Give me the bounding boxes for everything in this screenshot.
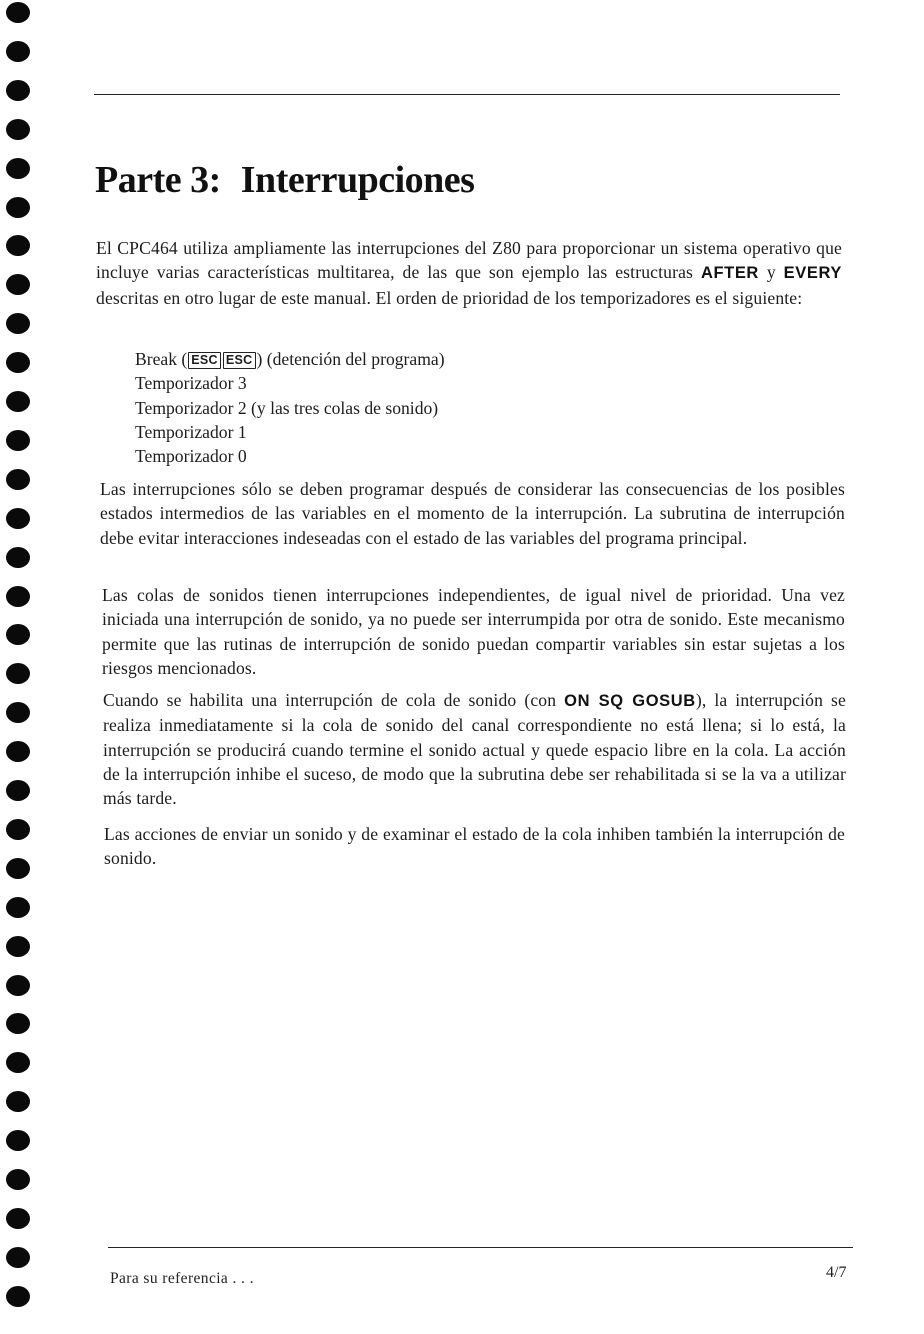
binder-hole (6, 274, 30, 295)
intro-text-1: El CPC464 utiliza ampliamente las interrupciones del Z80 para proporcionar un sistema operativo que incluye varias características multitarea, de las que son ejemplo las estructuras (96, 238, 842, 283)
intro-paragraph (96, 236, 842, 310)
binder-hole (6, 352, 30, 373)
binder-hole (6, 780, 30, 801)
paragraph-intermediate-states: Las interrupciones sólo se deben programar después de considerar las consecuencias de los posibles estados intermedios de las variables en el momento de la interrupción. La subrutina de interrupción debe evitar interacciones indeseadas con el estado de las variables del programa principal. (100, 479, 845, 548)
binder-hole (6, 469, 30, 490)
on-sq-text-2: ), la interrupción se realiza inmediatamente si la cola de sonido del canal correspondiente no está llena; si lo está, la interrupción se producirá cuando termine el sonido actual y quede espacio libre en la cola. La acción de la interrupción inhibe el suceso, de modo que la subrutina debe ser rehabilitada si se la va a utilizar más tarde. (103, 690, 846, 809)
footer-section-label: Para su referencia . . . (110, 1270, 254, 1287)
footer-rule (108, 1247, 853, 1248)
binder-holes (6, 0, 34, 1334)
paragraph-on-sq-gosub (103, 688, 846, 810)
binder-hole (6, 1208, 30, 1229)
binder-hole (6, 897, 30, 918)
binder-hole (6, 1013, 30, 1034)
binder-hole (6, 1130, 30, 1151)
list-item: Temporizador 3 (135, 373, 247, 394)
paragraph-sound-queues: Las colas de sonidos tienen interrupciones independientes, de igual nivel de prioridad. Una vez iniciada una interrupción de sonido, ya no puede ser interrumpida por otra de sonido. Este mecanismo permite que las rutinas de interrupción de sonido puedan compartir variables sin estar sujetas a los riesgos mencionados. (102, 585, 845, 678)
binder-hole (6, 508, 30, 529)
binder-hole (6, 975, 30, 996)
binder-hole (6, 197, 30, 218)
binder-hole (6, 1286, 30, 1307)
keyword-on-sq-gosub: ON SQ GOSUB (564, 692, 696, 710)
list-item: Temporizador 1 (135, 421, 247, 442)
binder-hole (6, 1091, 30, 1112)
binder-hole (6, 663, 30, 684)
binder-hole (6, 313, 30, 334)
binder-hole (6, 624, 30, 645)
break-description: ) (detención del programa) (256, 349, 445, 369)
list-item-break (135, 347, 445, 371)
on-sq-text-1: Cuando se habilita una interrupción de cola de sonido (con (103, 690, 565, 710)
page-number: 4/7 (826, 1264, 847, 1281)
binder-hole (6, 547, 30, 568)
list-item: Temporizador 2 (y las tres colas de sonido) (135, 397, 439, 418)
page-title (95, 158, 474, 202)
binder-hole (6, 936, 30, 957)
binder-hole (6, 158, 30, 179)
esc-key-icon: ESC (188, 352, 221, 369)
keyword-after: AFTER (700, 264, 759, 283)
binder-hole (6, 119, 30, 140)
break-label: Break ( (135, 349, 188, 369)
binder-hole (6, 741, 30, 762)
intro-text-2: y (758, 262, 784, 283)
binder-hole (6, 80, 30, 101)
keyword-every: EVERY (783, 264, 842, 283)
binder-hole (6, 702, 30, 723)
binder-hole (6, 430, 30, 451)
list-item: Temporizador 0 (135, 446, 247, 467)
binder-hole (6, 1052, 30, 1073)
paragraph-send-sound: Las acciones de enviar un sonido y de examinar el estado de la cola inhiben también la interrupción de sonido. (104, 824, 845, 869)
header-rule (94, 94, 840, 95)
intro-text-3: descritas en otro lugar de este manual. El orden de prioridad de los temporizadores es el siguiente: (96, 287, 803, 308)
binder-hole (6, 41, 30, 62)
binder-hole (6, 391, 30, 412)
binder-hole (6, 235, 30, 256)
priority-list (135, 347, 445, 468)
binder-hole (6, 1247, 30, 1268)
binder-hole (6, 858, 30, 879)
binder-hole (6, 819, 30, 840)
title-name: Interrupciones (240, 159, 475, 201)
binder-hole (6, 586, 30, 607)
binder-hole (6, 1169, 30, 1190)
binder-hole (6, 2, 30, 23)
title-part: Parte 3: (95, 159, 221, 201)
esc-key-icon: ESC (223, 352, 256, 369)
